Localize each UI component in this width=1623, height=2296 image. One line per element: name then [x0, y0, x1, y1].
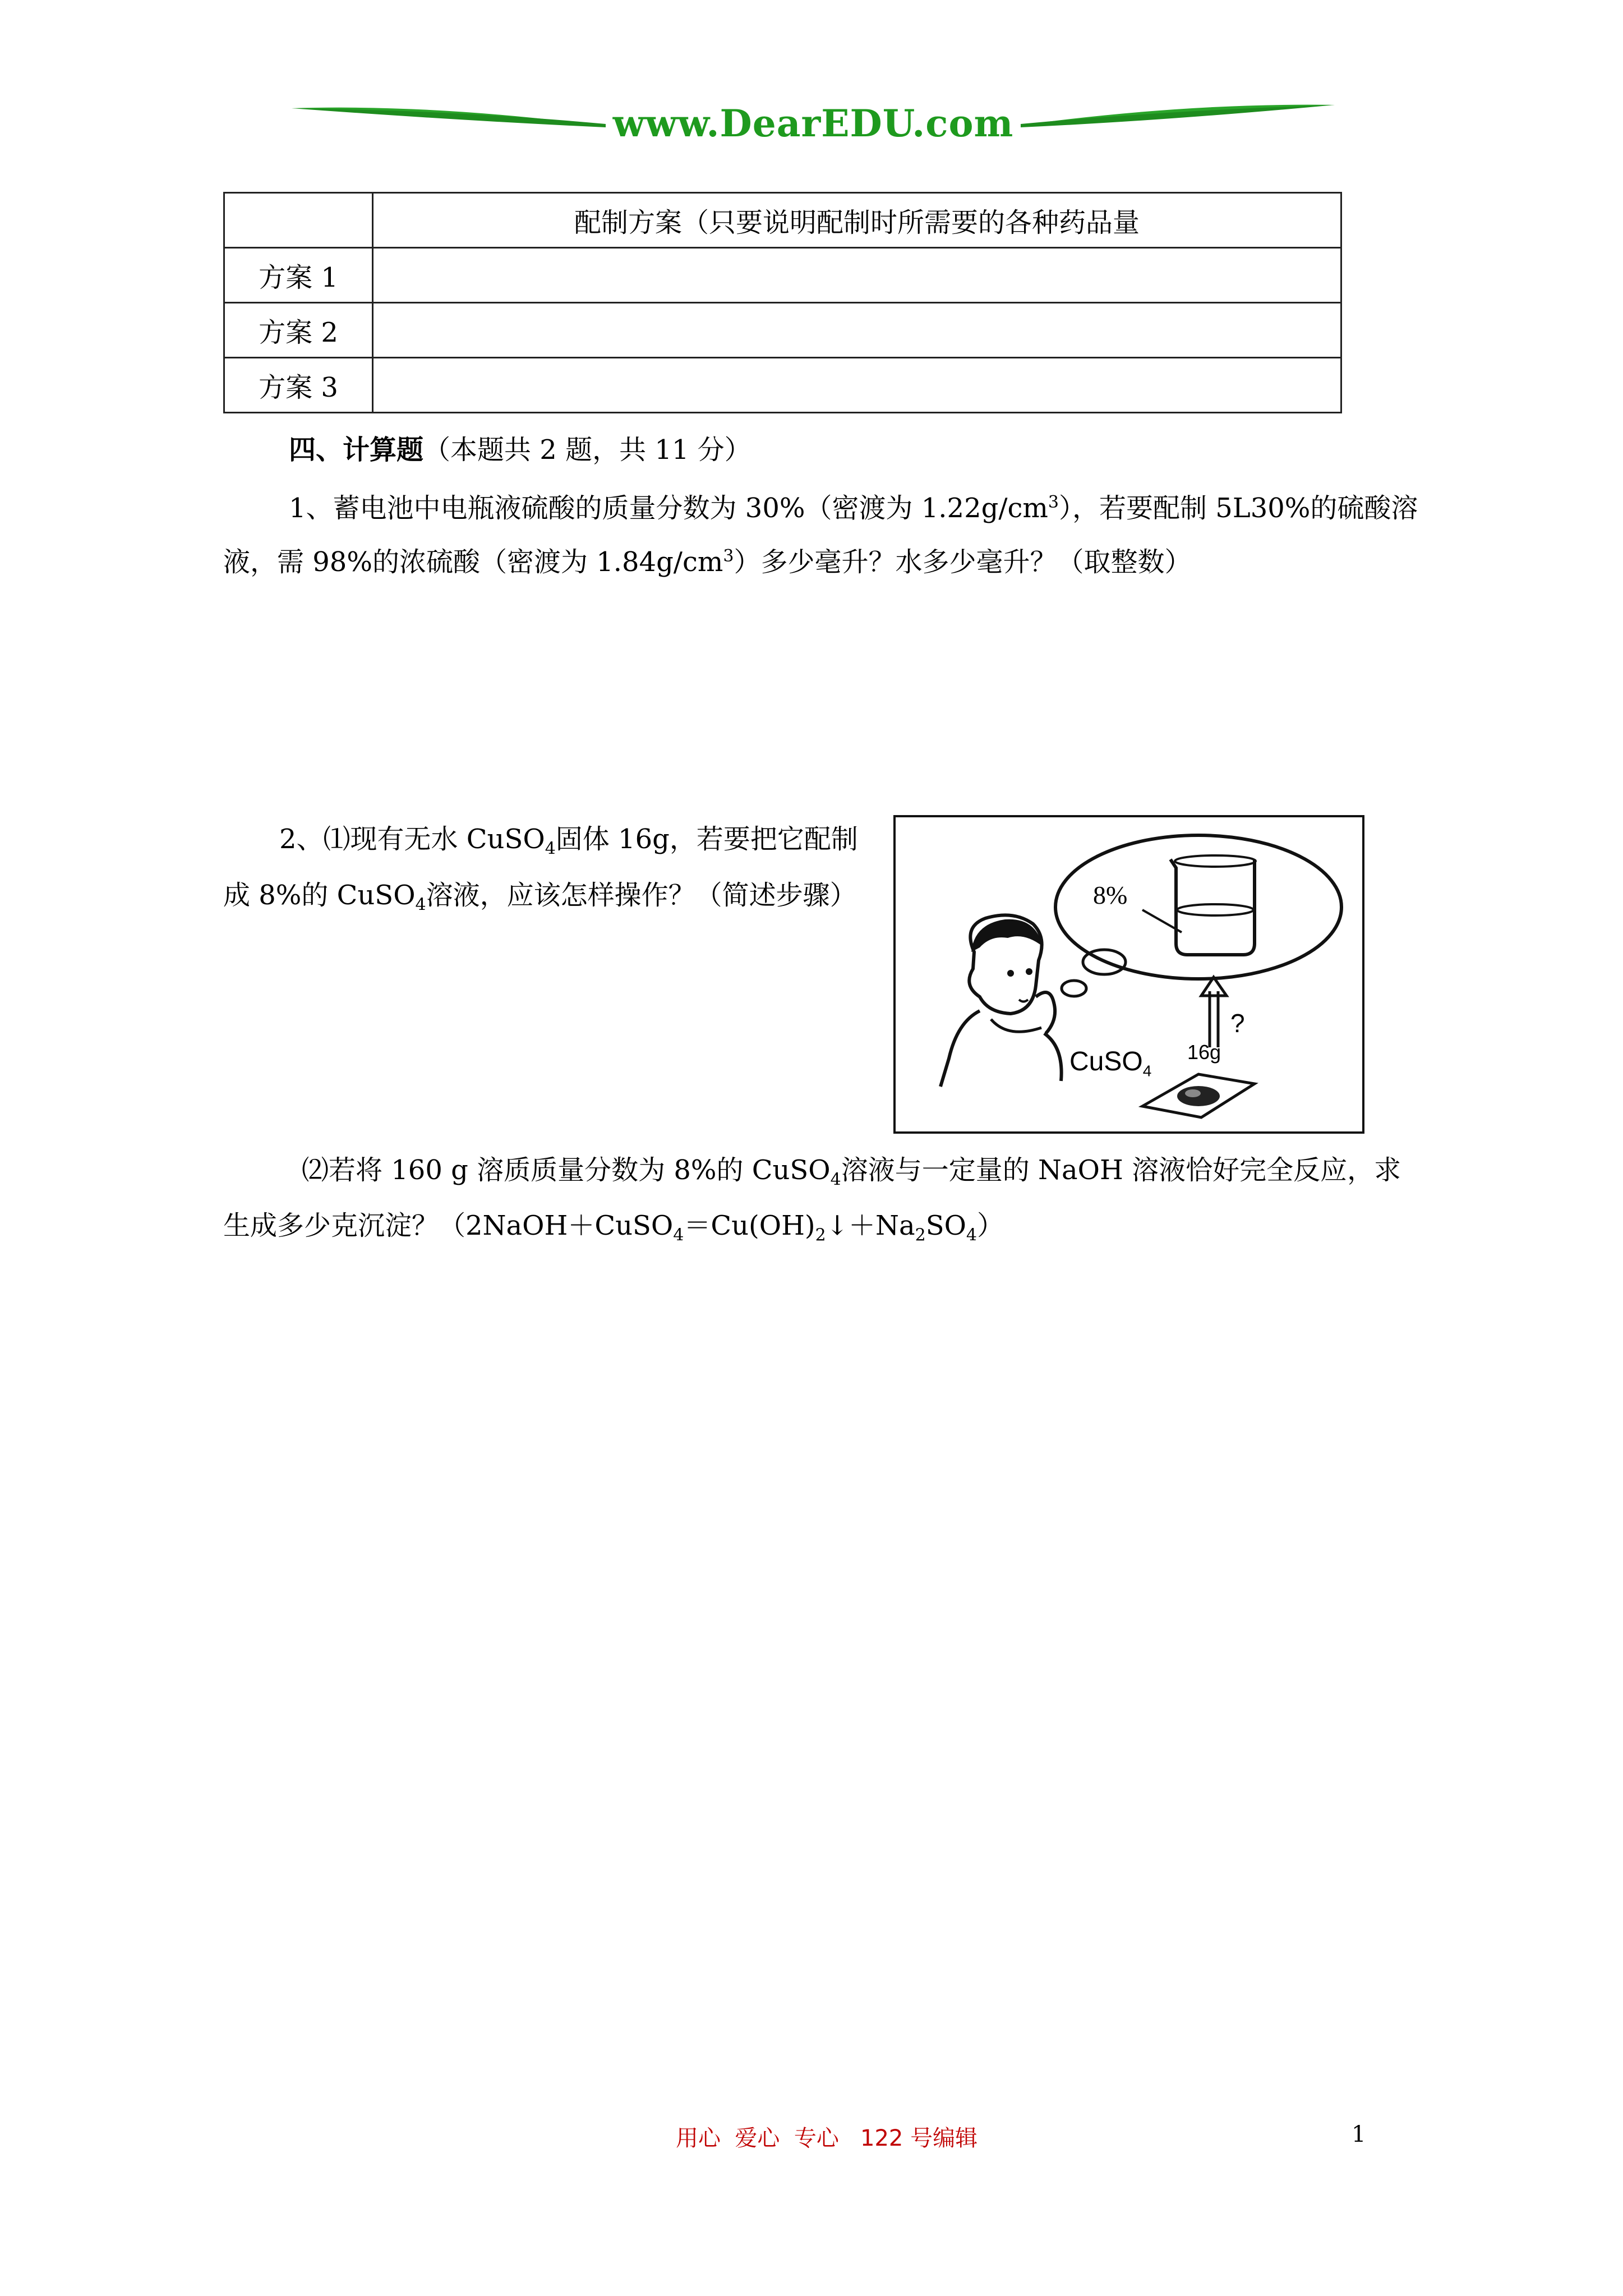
- row-value: [373, 303, 1341, 358]
- question-2-part-2-line-2: [223, 1209, 1004, 1243]
- subscript: 4: [415, 895, 426, 915]
- question-2-part-1-line-2: [223, 878, 857, 915]
- compound-label: [1069, 1046, 1152, 1080]
- superscript: 3: [723, 546, 734, 566]
- q2-text: 溶液与一定量的 NaOH 溶液恰好完全反应，求: [841, 1154, 1401, 1186]
- plan-table: [223, 192, 1342, 413]
- subscript: 2: [815, 1225, 826, 1245]
- illustration-figure: [893, 815, 1364, 1134]
- table-header-cell: 配制方案（只要说明配制时所需要的各种药品量: [373, 193, 1341, 248]
- subscript: 4: [966, 1225, 978, 1245]
- row-label: 方案 1: [224, 248, 373, 303]
- superscript: 3: [1048, 493, 1059, 512]
- table-row: [224, 358, 1341, 413]
- q2-text: 固体 16g，若要把它配制: [555, 823, 858, 855]
- footer-text: 用心 爱心 专心 122 号编辑: [676, 2125, 978, 2151]
- section-title-text: 四、计算题: [289, 434, 424, 466]
- q1-text: ）多少毫升？水多少毫升？（取整数）: [734, 546, 1192, 578]
- subscript: 4: [673, 1225, 684, 1245]
- subscript: 2: [915, 1225, 926, 1245]
- table-corner-cell: [224, 193, 373, 248]
- question-1-line-1: [289, 491, 1418, 525]
- section-note: （本题共 2 题，共 11 分）: [423, 434, 751, 466]
- section-title: [289, 433, 751, 467]
- table-header-row: [224, 193, 1341, 248]
- question-2-part-1-line-1: [279, 822, 858, 859]
- q1-text: 1、蓄电池中电瓶液硫酸的质量分数为 30%（密渡为 1.22g/cm: [289, 493, 1048, 524]
- logo-text: www.DearEDU.com: [612, 102, 1014, 145]
- thinking-person-illustration: [896, 817, 1362, 1131]
- question-mark-label: ?: [1230, 1009, 1245, 1038]
- table-row: [224, 248, 1341, 303]
- q2-text: ⑵若将 160 g 溶质质量分数为 8%的 CuSO: [302, 1154, 831, 1186]
- question-2-part-2-line-1: [302, 1153, 1401, 1190]
- q2-text: 溶液，应该怎样操作？（简述步骤）: [426, 880, 857, 911]
- q1-text: ），若要配制 5L30%的硫酸溶: [1059, 493, 1418, 524]
- q2-text: ）: [977, 1210, 1004, 1241]
- subscript: 4: [830, 1170, 841, 1190]
- q2-text: 成 8%的 CuSO: [223, 880, 416, 911]
- compound-text: CuSO: [1069, 1047, 1143, 1076]
- header-logo: [292, 98, 1335, 149]
- q2-text: 2、⑴现有无水 CuSO: [279, 823, 545, 855]
- table-row: [224, 303, 1341, 358]
- subscript: 4: [545, 839, 556, 859]
- q2-text: SO: [925, 1210, 966, 1241]
- q1-text: 液，需 98%的浓硫酸（密渡为 1.84g/cm: [223, 546, 723, 578]
- row-label: 方案 2: [224, 303, 373, 358]
- row-label: 方案 3: [224, 358, 373, 413]
- q2-text: ＝Cu(OH): [684, 1210, 815, 1241]
- row-value: [373, 358, 1341, 413]
- q2-text: ↓＋Na: [826, 1210, 915, 1241]
- page-number: 1: [1352, 2122, 1366, 2147]
- row-value: [373, 248, 1341, 303]
- percent-label: 8%: [1093, 881, 1128, 909]
- q2-text: 生成多少克沉淀？（2NaOH＋CuSO: [223, 1210, 674, 1241]
- subscript: 4: [1142, 1062, 1152, 1080]
- mass-label: 16g: [1187, 1041, 1221, 1064]
- question-1-line-2: [223, 545, 1192, 579]
